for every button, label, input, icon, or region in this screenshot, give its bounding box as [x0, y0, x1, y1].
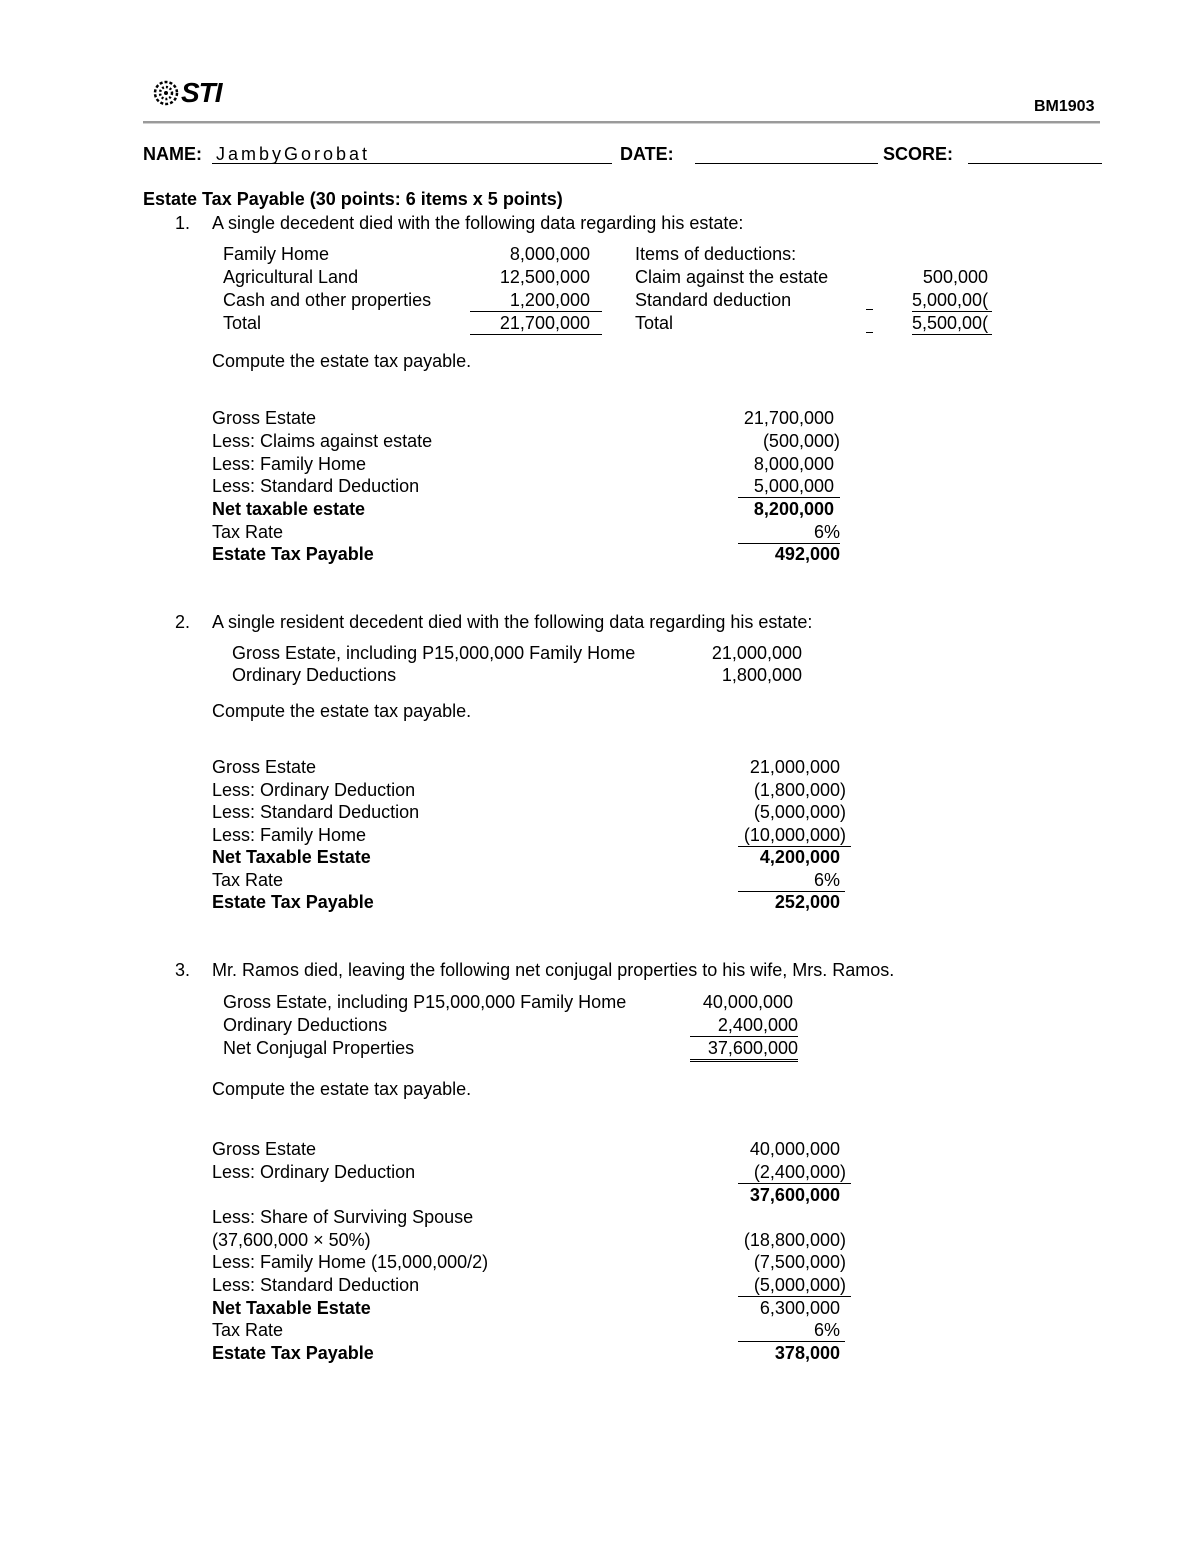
q3-solution-label: Gross Estate	[212, 1139, 317, 1159]
course-code: BM1903	[1034, 98, 1095, 115]
q3-solution-label: Less: Share of Surviving Spouse	[212, 1207, 474, 1227]
q2-tax-payable-value: 252,000	[774, 892, 840, 912]
q1-solution-label: Less: Standard Deduction	[212, 476, 420, 496]
q3-solution-label: Less: Standard Deduction	[212, 1275, 420, 1295]
q1-asset-value: 1,200,000	[470, 289, 602, 312]
q3-data-value: 40,000,000	[702, 992, 793, 1012]
q1-solution-value: 5,000,000	[738, 475, 840, 498]
q1-deduction-label: Claim against the estate	[635, 267, 829, 287]
q1-asset-label: Family Home	[223, 244, 330, 264]
q3-data-value: 2,400,000	[690, 1014, 798, 1037]
q3-tax-rate-value: 6%	[738, 1319, 845, 1342]
q2-solution-label: Less: Standard Deduction	[212, 802, 420, 822]
q2-solution-label: Less: Family Home	[212, 825, 367, 845]
q1-tax-payable-value: 492,000	[774, 544, 840, 564]
q3-solution-value: (5,000,000)	[738, 1274, 851, 1297]
q3-data-label: Ordinary Deductions	[223, 1015, 388, 1035]
section-title: Estate Tax Payable (30 points: 6 items x 5 points)	[143, 189, 563, 209]
q1-solution-value: 21,700,000	[743, 408, 834, 428]
q2-data-value: 1,800,000	[721, 665, 802, 685]
q2-solution-value: (5,000,000)	[753, 802, 846, 822]
q3-solution-value: (7,500,000)	[753, 1252, 846, 1272]
q3-net-taxable-label: Net Taxable Estate	[212, 1298, 371, 1318]
q1-deduction-value: 500,000	[922, 267, 988, 287]
q3-data-label: Net Conjugal Properties	[223, 1038, 415, 1058]
q2-solution-value: (10,000,000)	[738, 824, 851, 847]
q3-instruction: Compute the estate tax payable.	[212, 1079, 472, 1099]
q1-asset-total-label: Total	[223, 313, 262, 333]
date-line	[695, 163, 878, 164]
q2-solution-value: (1,800,000)	[753, 780, 846, 800]
q3-solution-value: (2,400,000)	[738, 1161, 851, 1184]
q3-solution-value: 40,000,000	[749, 1139, 840, 1159]
q2-instruction: Compute the estate tax payable.	[212, 701, 472, 721]
q3-net-taxable-value: 6,300,000	[759, 1298, 840, 1318]
q1-solution-value: (500,000)	[762, 431, 840, 451]
q3-data-value: 37,600,000	[690, 1037, 798, 1062]
q1-dash	[866, 309, 873, 310]
name-value: JambyGorobat	[216, 144, 371, 164]
q2-net-taxable-value: 4,200,000	[759, 847, 840, 867]
logo-text: STI	[181, 77, 222, 108]
q1-number: 1.	[175, 213, 191, 233]
q2-tax-rate-label: Tax Rate	[212, 870, 284, 890]
q1-instruction: Compute the estate tax payable.	[212, 351, 472, 371]
q1-deductions-header: Items of deductions:	[635, 244, 797, 264]
q3-subtotal-value: 37,600,000	[749, 1185, 840, 1205]
q1-deduction-value: 5,000,00(	[912, 289, 992, 312]
q3-tax-rate-label: Tax Rate	[212, 1320, 284, 1340]
q1-asset-total-value: 21,700,000	[470, 312, 602, 335]
q1-tax-rate-label: Tax Rate	[212, 522, 284, 542]
q3-solution-label: Less: Family Home (15,000,000/2)	[212, 1252, 489, 1272]
score-label: SCORE:	[883, 144, 954, 164]
q2-data-label: Gross Estate, including P15,000,000 Family Home	[232, 643, 636, 663]
q1-dash	[866, 332, 873, 333]
sti-logo	[153, 78, 222, 108]
q1-solution-label: Gross Estate	[212, 408, 317, 428]
q3-data-label: Gross Estate, including P15,000,000 Family Home	[223, 992, 627, 1012]
score-line	[968, 163, 1102, 164]
q3-solution-value: (18,800,000)	[743, 1230, 846, 1250]
q2-net-taxable-label: Net Taxable Estate	[212, 847, 371, 867]
q2-prompt: A single resident decedent died with the following data regarding his estate:	[212, 612, 813, 632]
q1-deduction-total-value: 5,500,00(	[912, 312, 992, 335]
q2-data-label: Ordinary Deductions	[232, 665, 397, 685]
q3-solution-label: Less: Ordinary Deduction	[212, 1162, 416, 1182]
q3-solution-label: (37,600,000 × 50%)	[212, 1230, 371, 1250]
q3-prompt: Mr. Ramos died, leaving the following net conjugal properties to his wife, Mrs. Ramos.	[212, 960, 895, 980]
q1-solution-label: Less: Family Home	[212, 454, 367, 474]
name-line	[212, 163, 612, 164]
q1-solution-label: Less: Claims against estate	[212, 431, 433, 451]
q3-tax-payable-value: 378,000	[774, 1343, 840, 1363]
q2-number: 2.	[175, 612, 191, 632]
q1-deduction-label: Standard deduction	[635, 290, 792, 310]
q3-number: 3.	[175, 960, 191, 980]
date-label: DATE:	[620, 144, 674, 164]
q1-asset-label: Cash and other properties	[223, 290, 432, 310]
q2-data-value: 21,000,000	[711, 643, 802, 663]
name-label: NAME:	[143, 144, 202, 164]
q2-solution-value: 21,000,000	[749, 757, 840, 777]
q2-solution-label: Gross Estate	[212, 757, 317, 777]
q1-asset-value: 8,000,000	[509, 244, 590, 264]
q2-tax-payable-label: Estate Tax Payable	[212, 892, 374, 912]
q1-net-taxable-label: Net taxable estate	[212, 499, 366, 519]
q1-net-taxable-value: 8,200,000	[753, 499, 834, 519]
q2-solution-label: Less: Ordinary Deduction	[212, 780, 416, 800]
q1-deduction-total-label: Total	[635, 313, 674, 333]
q1-asset-label: Agricultural Land	[223, 267, 359, 287]
globe-icon	[153, 80, 179, 106]
q1-tax-rate-value: 6%	[738, 521, 840, 544]
q2-tax-rate-value: 6%	[738, 869, 845, 892]
header-divider	[143, 121, 1100, 124]
q1-tax-payable-label: Estate Tax Payable	[212, 544, 374, 564]
q1-asset-value: 12,500,000	[499, 267, 590, 287]
q1-prompt: A single decedent died with the following data regarding his estate:	[212, 213, 744, 233]
q1-solution-value: 8,000,000	[753, 454, 834, 474]
q3-tax-payable-label: Estate Tax Payable	[212, 1343, 374, 1363]
